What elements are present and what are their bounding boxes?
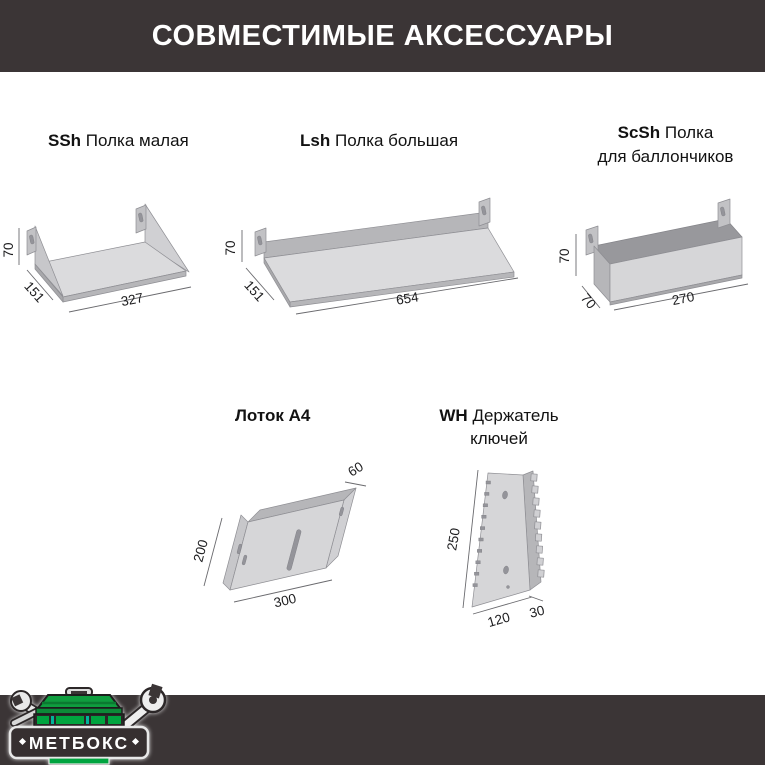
label-scsh-name: Полка xyxy=(664,123,714,142)
a4-dim-height: 200 xyxy=(190,538,211,564)
label-lsh-code: Lsh xyxy=(300,131,331,150)
label-wh xyxy=(424,404,574,450)
label-ssh-name: Полка малая xyxy=(85,131,189,150)
scsh-dim-depth: 70 xyxy=(577,290,600,312)
ssh-shelf-drawing xyxy=(1,188,210,323)
wh-dim-depth: 30 xyxy=(527,602,547,621)
badge-green-bar xyxy=(49,758,109,764)
wh-hole-small xyxy=(507,586,510,589)
label-lsh xyxy=(300,129,458,153)
label-a4-name: Лоток А4 xyxy=(235,406,311,425)
lsh-dim-width: 654 xyxy=(394,289,420,308)
ssh-dim-height: 70 xyxy=(1,242,16,258)
wh-key-holder-drawing xyxy=(420,450,595,635)
brand-badge xyxy=(10,727,148,764)
a4-dim-depth: 60 xyxy=(345,458,366,480)
lsh-shelf-drawing xyxy=(223,186,536,326)
scsh-dim-width: 270 xyxy=(670,289,696,309)
label-scsh-name2: для баллончиков xyxy=(597,147,734,166)
label-wh-name2: ключей xyxy=(470,429,528,448)
label-wh-code: WH xyxy=(439,406,468,425)
brand-name: МЕТБОКС xyxy=(28,733,130,753)
a4-front-panel xyxy=(230,500,344,590)
label-ssh xyxy=(48,129,189,153)
label-scsh xyxy=(578,121,753,169)
scsh-shelf-drawing xyxy=(558,196,763,321)
label-ssh-code: SSh xyxy=(48,131,82,150)
wh-dim-height: 250 xyxy=(444,526,463,552)
wh-dim-width: 120 xyxy=(485,609,512,630)
lsh-dim-height: 70 xyxy=(223,240,238,256)
a4-tray-drawing xyxy=(182,452,397,627)
ssh-dim-depth: 151 xyxy=(21,278,48,306)
label-lsh-name: Полка большая xyxy=(334,131,459,150)
a4-dim-width: 300 xyxy=(272,590,298,611)
page-title: СОВМЕСТИМЫЕ АКСЕССУАРЫ xyxy=(151,19,614,52)
label-scsh-code: ScSh xyxy=(617,123,661,142)
scsh-dim-height: 70 xyxy=(557,248,572,264)
label-a4 xyxy=(235,404,310,428)
toolbox-icon xyxy=(34,688,124,726)
label-wh-name: Держатель xyxy=(472,406,559,425)
header-bar xyxy=(0,0,765,72)
lsh-dim-depth: 151 xyxy=(241,277,268,305)
metbox-logo xyxy=(4,681,176,765)
ssh-dim-width: 327 xyxy=(119,290,145,310)
